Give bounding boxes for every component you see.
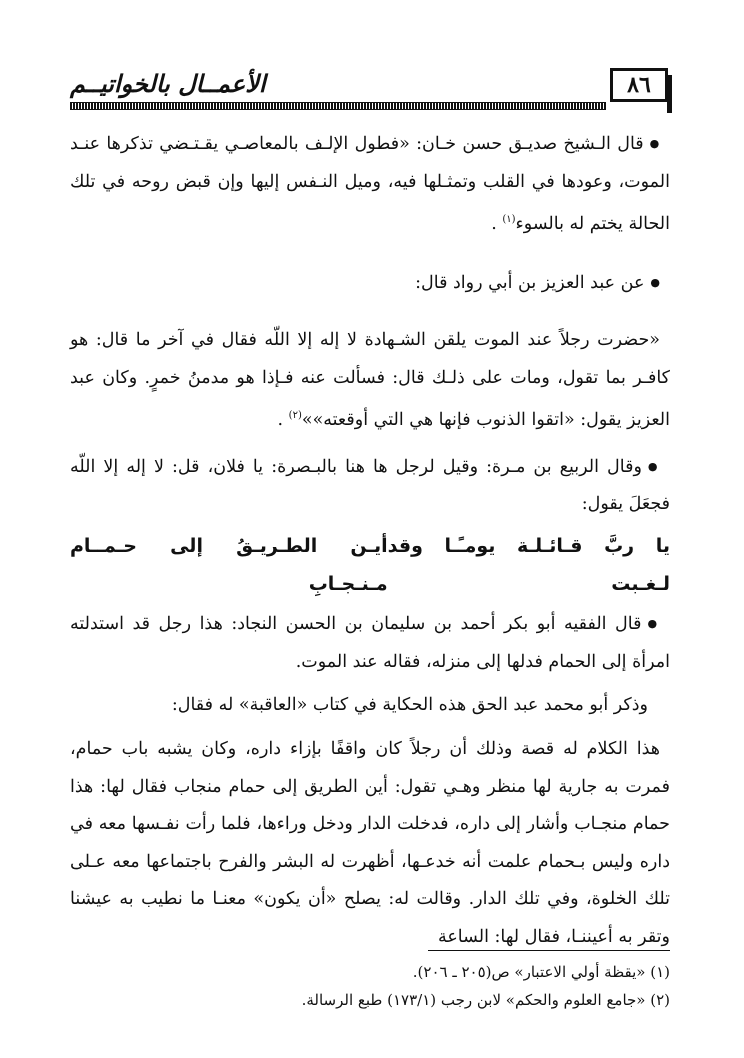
paragraph-2 [70, 264, 670, 303]
paragraph-1 [70, 125, 670, 244]
paragraph-5 [70, 605, 670, 681]
poem-verse [70, 528, 670, 603]
footnote-2: (٢) «جامع العلوم والحكم» لابن رجب (١٧٣/١) طبع الرسالة. [301, 991, 670, 1009]
paragraph-3 [70, 322, 670, 440]
footnote-separator [428, 950, 670, 951]
page-header [70, 62, 670, 110]
paragraph-2-text: عن عبد العزيز بن أبي رواد قال: [415, 272, 645, 293]
paragraph-3-end: . [277, 410, 289, 431]
paragraph-6-text: وذكر أبو محمد عبد الحق هذه الحكاية في كتاب «العاقبة» له فقال: [171, 695, 648, 716]
paragraph-6 [70, 687, 670, 725]
paragraph-5-text: قال الفقيه أبو بكر أحمد بن سليمان بن الحسن النجاد: هذا رجل قد استدلته امرأة إلى الحمام فدلها إلى منزله، فقاله عند الموت. [70, 614, 670, 672]
footnote-ref-2: (٢) [288, 410, 302, 422]
footnote-1: (١) «يقظة أولي الاعتبار» ص(٢٠٥ ـ ٢٠٦). [412, 963, 670, 981]
running-title: الأعمــال بالخواتيــم [70, 70, 266, 98]
paragraph-3-text: «حضرت رجلاً عند الموت يلقن الشـهادة لا إله إلا اللّه فقال في آخر ما قال: هو كافـر بما تقول، ومات على ذلـك قال: فسألت عنه فـإذا هو مدمنُ خمرٍ. وكان عبد العزيز يقول: «اتقوا الذنوب فإنها هي التي أوقعته»» [70, 330, 670, 431]
paragraph-4 [70, 448, 670, 524]
paragraph-4-text: وقال الربيع بن مـرة: وقيل لرجل ها هنا بالبـصرة: يا فلان، قل: لا إله إلا اللّه فجعَلَ يقول: [70, 456, 670, 515]
paragraph-1-end: . [491, 214, 503, 235]
header-rule [70, 102, 606, 110]
page-body [70, 125, 670, 957]
verse-second-hemistich: أيـن الطـريـقُ إلى حـمــام مـنـجـابِ [70, 535, 388, 595]
paragraph-1-text: قال الـشيخ صديـق حسن خـان: «فطول الإلـف بالمعاصـي يقـتـضي تذكرها عنـد الموت، وعودها في القلب وتمثـلها فيه، وميل النـفس إليها وإن قبض روحه في تلك الحالة يختم له بالسوء [70, 134, 670, 235]
footnotes [70, 958, 670, 1014]
verse-first-hemistich: يا ربَّ قـائـلـة يومـًـا وقد لـغـبت [387, 535, 670, 595]
footnote-ref-1: (١) [502, 214, 516, 226]
paragraph-7-text: هذا الكلام له قصة وذلك أن رجلاً كان واقفًا بإزاء داره، وكان يشبه باب حمام، فمرت به جارية لها منظر وهـي تقول: أين الطريق إلى حمام منجاب فقال لها: هذا حمام منجـاب وأشار إلى داره، فدخلت الدار ودخل وراءها، فلما رأت نفـسها معه في داره وليس بـحمام علمت أنه خدعـها، أظهرت له البشر والفرح باجتماعها معه عـلى تلك الخلوة، وفي تلك الدار. وقالت له: يصلح «أن يكون» معنـا ما نطيب به عيشنا وتقر به أعيننـا، فقال لها: الساعة [70, 738, 670, 947]
page-number: ٨٦ [610, 68, 668, 102]
paragraph-7 [70, 731, 670, 957]
